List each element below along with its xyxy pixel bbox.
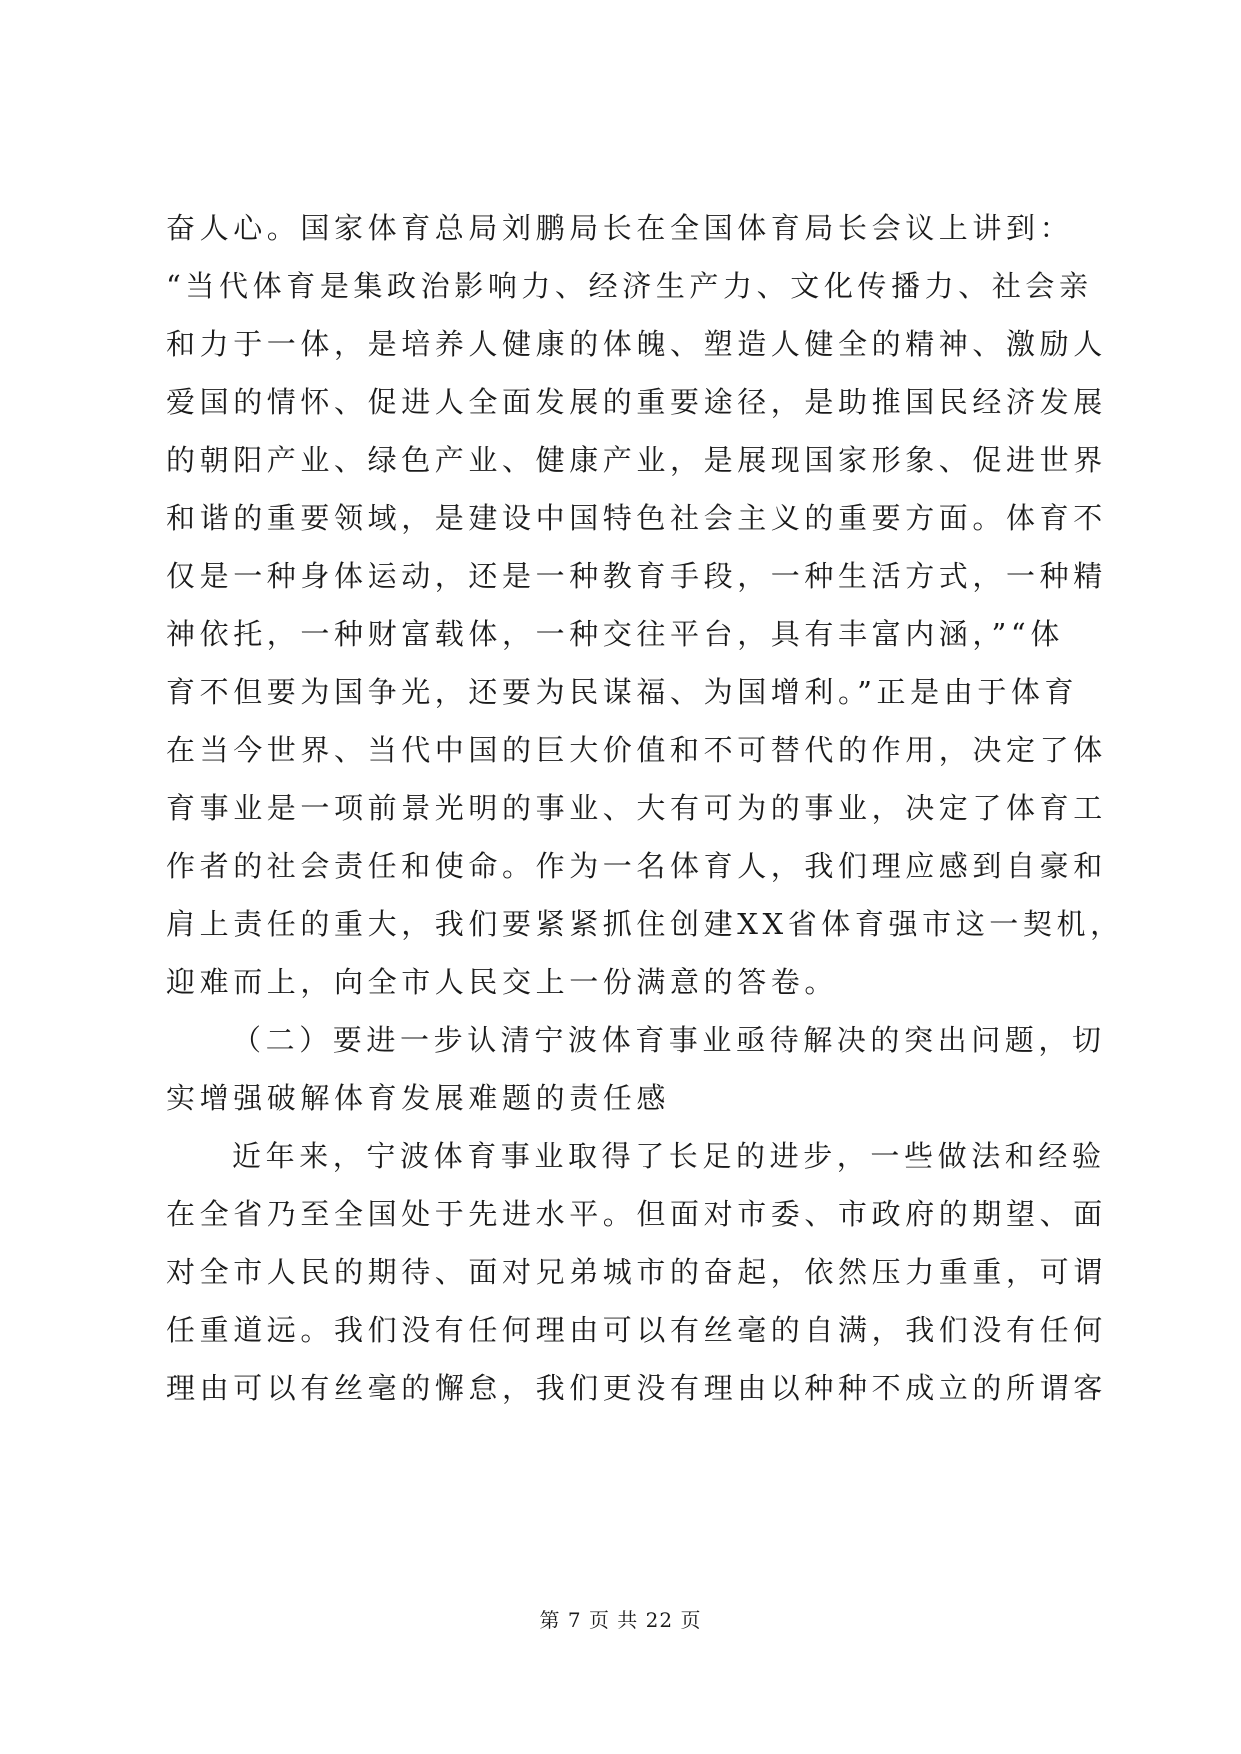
body-text-line: 肩上责任的重大，我们要紧紧抓住创建XX省体育强市这一契机， [166,907,1124,941]
body-text-line: 的朝阳产业、绿色产业、健康产业，是展现国家形象、促进世界 [166,443,1107,477]
section-heading-line: 实增强破解体育发展难题的责任感 [166,1081,671,1115]
body-text-line: 育事业是一项前景光明的事业、大有可为的事业，决定了体育工 [166,791,1107,825]
body-text-line: 作者的社会责任和使命。作为一名体育人，我们理应感到自豪和 [166,849,1107,883]
body-text-line: 在当今世界、当代中国的巨大价值和不可替代的作用，决定了体 [166,733,1107,767]
body-text-line: “当代体育是集政治影响力、经济生产力、文化传播力、社会亲 [166,269,1093,303]
page-number-footer: 第 7 页 共 22 页 [539,1608,702,1632]
body-text-line: 在全省乃至全国处于先进水平。但面对市委、市政府的期望、面 [166,1197,1107,1231]
body-text-line: 对全市人民的期待、面对兄弟城市的奋起，依然压力重重，可谓 [166,1255,1107,1289]
body-text-line: 爱国的情怀、促进人全面发展的重要途径，是助推国民经济发展 [166,385,1107,419]
body-text-line: 近年来，宁波体育事业取得了长足的进步，一些做法和经验 [232,1139,1106,1173]
body-text-line: 和谐的重要领域，是建设中国特色社会主义的重要方面。体育不 [166,501,1107,535]
body-text-line: 任重道远。我们没有任何理由可以有丝毫的自满，我们没有任何 [166,1313,1107,1347]
body-text-line: 和力于一体，是培养人健康的体魄、塑造人健全的精神、激励人 [166,327,1107,361]
body-text-line: 仅是一种身体运动，还是一种教育手段，一种生活方式，一种精 [166,559,1107,593]
body-text-line: 育不但要为国争光，还要为民谋福、为国增利。”正是由于体育 [166,675,1079,709]
body-text-line: 迎难而上，向全市人民交上一份满意的答卷。 [166,965,839,999]
body-text-line: 神依托，一种财富载体，一种交往平台，具有丰富内涵，”“体 [166,617,1064,651]
section-heading-line: （二）要进一步认清宁波体育事业亟待解决的突出问题，切 [232,1023,1106,1057]
body-text-line: 理由可以有丝毫的懈怠，我们更没有理由以种种不成立的所谓客 [166,1371,1107,1405]
body-text-line: 奋人心。国家体育总局刘鹏局长在全国体育局长会议上讲到： [166,211,1074,245]
